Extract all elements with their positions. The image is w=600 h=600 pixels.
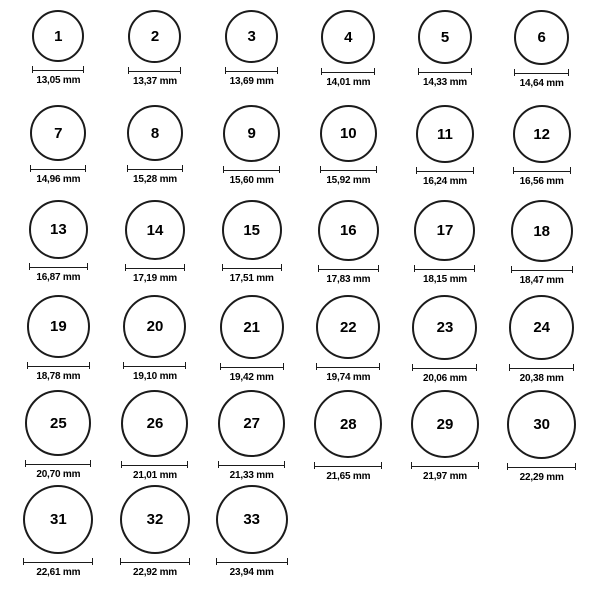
ring-size-label: 13	[49, 221, 67, 238]
ring-measure	[321, 68, 375, 88]
ring-size-label: 8	[150, 124, 160, 142]
ring-circle	[29, 200, 88, 259]
ring-circle	[223, 105, 280, 162]
ring-size-label: 5	[440, 28, 450, 46]
ring-diameter-label: 14,33 mm	[422, 77, 467, 88]
ring-cell	[397, 293, 494, 388]
ring-diameter-label: 13,69 mm	[229, 76, 274, 87]
ring-circle	[414, 200, 475, 261]
ring-diameter-label: 14,64 mm	[519, 78, 564, 89]
ring-circle	[509, 295, 574, 360]
ring-cell	[300, 198, 397, 293]
ring-cell	[203, 8, 300, 103]
ring-circle	[316, 295, 380, 359]
measure-bar-icon	[513, 167, 571, 174]
ring-cell	[203, 483, 300, 578]
measure-bar-icon	[121, 461, 188, 468]
ring-circle	[218, 390, 285, 457]
measure-bar-icon	[412, 364, 477, 371]
ring-cell	[300, 388, 397, 483]
measure-bar-icon	[30, 165, 86, 172]
ring-measure	[223, 166, 280, 186]
ring-circle	[123, 295, 186, 358]
ring-circle	[514, 10, 569, 65]
ring-diameter-label: 16,87 mm	[36, 272, 81, 283]
ring-circle	[225, 10, 278, 63]
ring-cell	[203, 198, 300, 293]
ring-diameter-label: 15,28 mm	[132, 174, 177, 185]
ring-cell	[10, 293, 107, 388]
ring-size-label: 25	[49, 414, 67, 432]
ring-diameter-label: 20,38 mm	[519, 373, 564, 384]
ring-cell	[397, 388, 494, 483]
ring-cell	[10, 198, 107, 293]
measure-bar-icon	[511, 266, 573, 273]
ring-cell	[397, 8, 494, 103]
ring-measure	[27, 362, 90, 382]
measure-bar-icon	[23, 558, 93, 565]
ring-diameter-label: 16,56 mm	[519, 176, 564, 187]
measure-bar-icon	[507, 463, 576, 470]
measure-bar-icon	[120, 558, 190, 565]
ring-circle	[318, 200, 379, 261]
ring-cell	[107, 388, 204, 483]
ring-diameter-label: 21,33 mm	[229, 470, 274, 481]
ring-grid	[10, 8, 590, 578]
ring-diameter-label: 19,10 mm	[132, 371, 177, 382]
ring-cell	[493, 198, 590, 293]
ring-cell	[10, 103, 107, 198]
ring-circle	[507, 390, 576, 459]
ring-circle	[513, 105, 571, 163]
ring-diameter-label: 20,06 mm	[422, 373, 467, 384]
ring-size-label: 22	[339, 318, 357, 336]
ring-circle	[321, 10, 375, 64]
measure-bar-icon	[223, 166, 280, 173]
ring-diameter-label: 18,15 mm	[422, 274, 467, 285]
ring-circle	[412, 295, 477, 360]
ring-measure	[127, 165, 183, 185]
measure-bar-icon	[128, 67, 181, 74]
ring-diameter-label: 22,92 mm	[132, 567, 177, 578]
ring-measure	[25, 460, 91, 480]
ring-measure	[511, 266, 573, 286]
measure-bar-icon	[127, 165, 183, 172]
ring-diameter-label: 21,65 mm	[326, 471, 371, 482]
ring-measure	[123, 362, 186, 382]
ring-cell	[10, 483, 107, 578]
ring-circle	[128, 10, 181, 63]
ring-size-label: 11	[437, 125, 453, 143]
ring-cell	[300, 8, 397, 103]
ring-circle	[418, 10, 472, 64]
ring-cell	[203, 388, 300, 483]
ring-size-label: 16	[339, 222, 357, 239]
measure-bar-icon	[411, 462, 479, 469]
ring-diameter-label: 19,42 mm	[229, 372, 274, 383]
ring-diameter-label: 17,51 mm	[229, 273, 274, 284]
ring-measure	[125, 264, 185, 284]
ring-circle	[125, 200, 185, 260]
ring-size-label: 15	[243, 221, 260, 239]
measure-bar-icon	[416, 167, 474, 174]
ring-diameter-label: 23,94 mm	[229, 567, 274, 578]
ring-measure	[314, 462, 382, 482]
ring-size-label: 1	[54, 27, 63, 45]
ring-measure	[507, 463, 576, 483]
ring-circle	[120, 485, 190, 554]
ring-circle	[32, 10, 84, 62]
ring-cell	[107, 293, 204, 388]
ring-size-label: 9	[247, 125, 256, 142]
measure-bar-icon	[321, 68, 375, 75]
ring-diameter-label: 22,61 mm	[36, 567, 81, 578]
ring-size-label: 23	[436, 319, 454, 336]
ring-size-label: 6	[537, 29, 546, 46]
ring-cell	[107, 483, 204, 578]
ring-cell	[397, 103, 494, 198]
measure-bar-icon	[220, 363, 284, 370]
ring-measure	[128, 67, 181, 87]
ring-cell	[300, 293, 397, 388]
measure-bar-icon	[509, 364, 574, 371]
ring-circle	[220, 295, 284, 359]
measure-bar-icon	[222, 264, 282, 271]
ring-cell	[493, 293, 590, 388]
ring-circle	[314, 390, 382, 458]
ring-cell	[107, 8, 204, 103]
ring-circle	[216, 485, 288, 554]
ring-size-label: 32	[146, 511, 164, 528]
measure-bar-icon	[320, 166, 377, 173]
ring-diameter-label: 20,70 mm	[36, 469, 81, 480]
ring-measure	[414, 265, 475, 285]
ring-measure	[121, 461, 188, 481]
ring-size-label: 26	[146, 415, 164, 432]
ring-size-label: 10	[339, 125, 357, 142]
ring-measure	[513, 167, 571, 187]
ring-size-label: 12	[533, 125, 550, 143]
ring-measure	[32, 66, 84, 86]
ring-diameter-label: 15,92 mm	[326, 175, 371, 186]
ring-diameter-label: 17,19 mm	[132, 273, 177, 284]
ring-size-label: 19	[49, 318, 67, 335]
ring-size-label: 30	[533, 416, 550, 433]
ring-cell	[10, 8, 107, 103]
ring-circle	[320, 105, 377, 162]
measure-bar-icon	[225, 67, 278, 74]
ring-measure	[225, 67, 278, 87]
ring-cell	[10, 388, 107, 483]
ring-size-label: 24	[533, 319, 550, 336]
measure-bar-icon	[318, 265, 379, 272]
ring-diameter-label: 21,97 mm	[422, 471, 467, 482]
measure-bar-icon	[27, 362, 90, 369]
ring-diameter-label: 13,05 mm	[36, 75, 81, 86]
ring-circle	[23, 485, 93, 554]
ring-circle	[411, 390, 479, 458]
ring-measure	[316, 363, 380, 383]
measure-bar-icon	[414, 265, 475, 272]
ring-measure	[416, 167, 474, 187]
ring-cell	[493, 388, 590, 483]
ring-size-label: 27	[243, 415, 260, 432]
ring-size-label: 3	[247, 28, 256, 45]
measure-bar-icon	[29, 263, 88, 270]
ring-cell	[493, 103, 590, 198]
ring-diameter-label: 13,37 mm	[132, 76, 177, 87]
measure-bar-icon	[216, 558, 288, 565]
ring-size-label: 14	[146, 221, 164, 239]
ring-size-label: 28	[339, 415, 357, 433]
ring-measure	[220, 363, 284, 383]
ring-size-label: 29	[436, 415, 454, 433]
ring-circle	[511, 200, 573, 262]
ring-measure	[218, 461, 285, 481]
ring-diameter-label: 15,60 mm	[229, 175, 274, 186]
measure-bar-icon	[125, 264, 185, 271]
ring-size-label: 21	[243, 318, 260, 336]
ring-size-label: 20	[146, 318, 164, 335]
ring-measure	[412, 364, 477, 384]
ring-measure	[216, 558, 288, 578]
ring-measure	[222, 264, 282, 284]
ring-diameter-label: 14,01 mm	[326, 77, 371, 88]
ring-measure	[418, 68, 472, 88]
measure-bar-icon	[25, 460, 91, 467]
ring-circle	[127, 105, 183, 161]
ring-cell	[203, 103, 300, 198]
measure-bar-icon	[316, 363, 380, 370]
ring-diameter-label: 14,96 mm	[36, 174, 81, 185]
ring-measure	[509, 364, 574, 384]
ring-cell	[107, 103, 204, 198]
ring-diameter-label: 21,01 mm	[132, 470, 177, 481]
ring-size-label: 31	[49, 511, 67, 528]
ring-measure	[514, 69, 569, 89]
ring-size-label: 17	[436, 222, 454, 239]
ring-size-label: 18	[533, 222, 550, 240]
ring-cell	[493, 8, 590, 103]
ring-measure	[120, 558, 190, 578]
ring-cell	[107, 198, 204, 293]
measure-bar-icon	[32, 66, 84, 73]
ring-diameter-label: 17,83 mm	[326, 274, 371, 285]
measure-bar-icon	[314, 462, 382, 469]
ring-circle	[222, 200, 282, 260]
ring-cell	[397, 198, 494, 293]
ring-measure	[411, 462, 479, 482]
ring-measure	[320, 166, 377, 186]
ring-circle	[416, 105, 474, 163]
measure-bar-icon	[123, 362, 186, 369]
ring-measure	[318, 265, 379, 285]
ring-size-label: 4	[344, 28, 353, 46]
ring-circle	[27, 295, 90, 358]
ring-measure	[30, 165, 86, 185]
ring-size-label: 2	[150, 28, 160, 45]
ring-measure	[23, 558, 93, 578]
ring-diameter-label: 22,29 mm	[519, 472, 564, 483]
ring-diameter-label: 19,74 mm	[326, 372, 371, 383]
ring-size-label: 7	[54, 124, 63, 142]
ring-measure	[29, 263, 88, 283]
ring-diameter-label: 18,78 mm	[36, 371, 81, 382]
ring-diameter-label: 16,24 mm	[422, 176, 467, 187]
ring-diameter-label: 18,47 mm	[519, 275, 564, 286]
ring-cell	[203, 293, 300, 388]
ring-circle	[30, 105, 86, 161]
ring-circle	[121, 390, 188, 457]
measure-bar-icon	[418, 68, 472, 75]
measure-bar-icon	[218, 461, 285, 468]
ring-size-label: 33	[243, 511, 260, 528]
ring-circle	[25, 390, 91, 456]
measure-bar-icon	[514, 69, 569, 76]
ring-cell	[300, 103, 397, 198]
